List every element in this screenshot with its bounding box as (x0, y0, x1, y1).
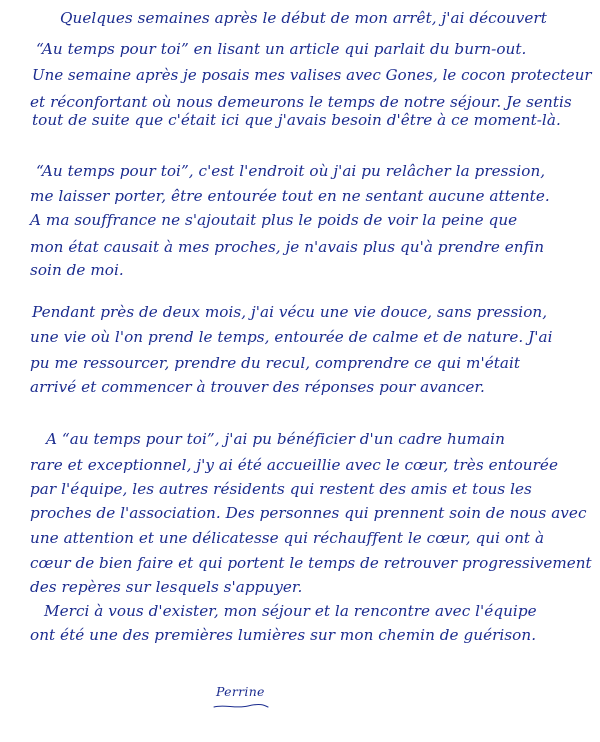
signature-underline (212, 702, 270, 710)
letter-line: me laisser porter, être entourée tout en ne sentant aucune attente. (30, 187, 550, 205)
letter-line: une attention et une délicatesse qui réchauffent le cœur, qui ont à (30, 529, 545, 547)
letter-line: par l'équipe, les autres résidents qui restent des amis et tous les (30, 480, 532, 498)
letter-line: A “au temps pour toi”, j'ai pu bénéficier d'un cadre humain (46, 430, 505, 448)
letter-line: Pendant près de deux mois, j'ai vécu une vie douce, sans pression, (32, 303, 548, 321)
letter-line: “Au temps pour toi” en lisant un article qui parlait du burn-out. (36, 40, 527, 58)
letter-line: mon état causait à mes proches, je n'avais plus qu'à prendre enfin (30, 238, 545, 256)
letter-line: A ma souffrance ne s'ajoutait plus le poids de voir la peine que (30, 211, 518, 229)
letter-line: rare et exceptionnel, j'y ai été accueillie avec le cœur, très entourée (30, 456, 558, 474)
letter-line: “Au temps pour toi”, c'est l'endroit où j'ai pu relâcher la pression, (36, 162, 546, 180)
letter-line: et réconfortant où nous demeurons le temps de notre séjour. Je sentis (30, 93, 572, 111)
letter-line: soin de moi. (30, 261, 124, 279)
letter-line: tout de suite que c'était ici que j'avais besoin d'être à ce moment-là. (32, 111, 561, 129)
letter-line: des repères sur lesquels s'appuyer. (30, 578, 303, 596)
letter-line: Quelques semaines après le début de mon arrêt, j'ai découvert (60, 9, 547, 27)
letter-line: ont été une des premières lumières sur mon chemin de guérison. (30, 626, 537, 644)
letter-line: pu me ressourcer, prendre du recul, comprendre ce qui m'était (30, 354, 521, 372)
letter-line: arrivé et commencer à trouver des réponses pour avancer. (30, 378, 485, 396)
letter-line: cœur de bien faire et qui portent le temps de retrouver progressivement (30, 554, 592, 572)
letter-line: Une semaine après je posais mes valises avec Gones, le cocon protecteur (32, 66, 592, 84)
letter-line: Merci à vous d'exister, mon séjour et la rencontre avec l'équipe (44, 602, 537, 620)
letter-line: une vie où l'on prend le temps, entourée de calme et de nature. J'ai (30, 328, 553, 346)
signature: Perrine (216, 684, 265, 699)
letter-line: proches de l'association. Des personnes qui prennent soin de nous avec (30, 504, 587, 522)
